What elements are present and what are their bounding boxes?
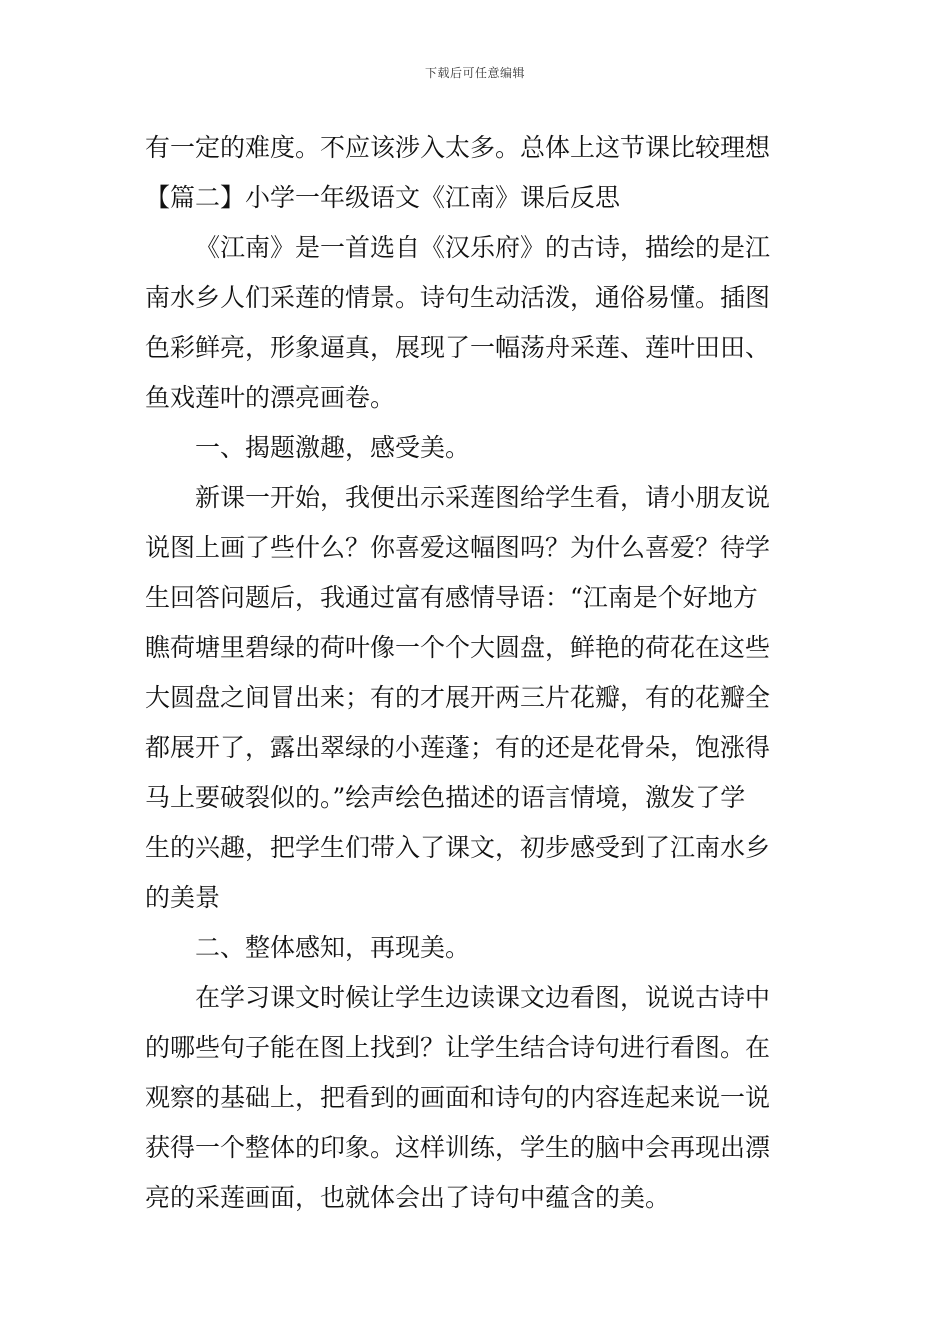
section-heading: 【篇二】小学一年级语文《江南》课后反思	[145, 183, 621, 212]
text-line: 观察的基础上，把看到的画面和诗句的内容连起来说一说	[145, 1083, 771, 1112]
subsection-heading: 一、揭题激趣，感受美。	[195, 433, 471, 462]
subsection-heading: 二、整体感知，再现美。	[195, 933, 471, 962]
text-line: 色彩鲜亮，形象逼真，展现了一幅荡舟采莲、莲叶田田、	[145, 333, 771, 362]
text-line: 马上要破裂似的。”绘声绘色描述的语言情境，激发了学	[145, 783, 746, 812]
text-line: 瞧荷塘里碧绿的荷叶像一个个大圆盘，鲜艳的荷花在这些	[145, 633, 771, 662]
page-header: 下载后可任意编辑	[424, 66, 525, 80]
text-line: 鱼戏莲叶的漂亮画卷。	[145, 383, 396, 412]
text-line: 在学习课文时候让学生边读课文边看图，说说古诗中	[195, 983, 771, 1012]
text-line: 南水乡人们采莲的情景。诗句生动活泼，通俗易懂。插图	[145, 283, 771, 312]
text-line: 《江南》是一首选自《汉乐府》的古诗，描绘的是江	[195, 233, 771, 262]
text-line: 新课一开始，我便出示采莲图给学生看，请小朋友说	[195, 483, 771, 512]
text-line: 的哪些句子能在图上找到？让学生结合诗句进行看图。在	[145, 1033, 771, 1062]
text-line: 生的兴趣，把学生们带入了课文，初步感受到了江南水乡	[145, 833, 771, 862]
text-line: 大圆盘之间冒出来；有的才展开两三片花瓣，有的花瓣全	[145, 683, 771, 712]
document-body	[145, 123, 805, 1223]
text-line: 的美景	[145, 883, 221, 912]
text-line: 说图上画了些什么？你喜爱这幅图吗？为什么喜爱？待学	[145, 533, 771, 562]
text-line: 获得一个整体的印象。这样训练，学生的脑中会再现出漂	[145, 1133, 771, 1162]
text-line: 亮的采莲画面，也就体会出了诗句中蕴含的美。	[145, 1183, 671, 1212]
text-line: 生回答问题后，我通过富有感情导语：“江南是个好地方	[145, 583, 758, 612]
text-line: 都展开了，露出翠绿的小莲蓬；有的还是花骨朵，饱涨得	[145, 733, 771, 762]
text-line: 有一定的难度。不应该涉入太多。总体上这节课比较理想	[145, 133, 771, 162]
